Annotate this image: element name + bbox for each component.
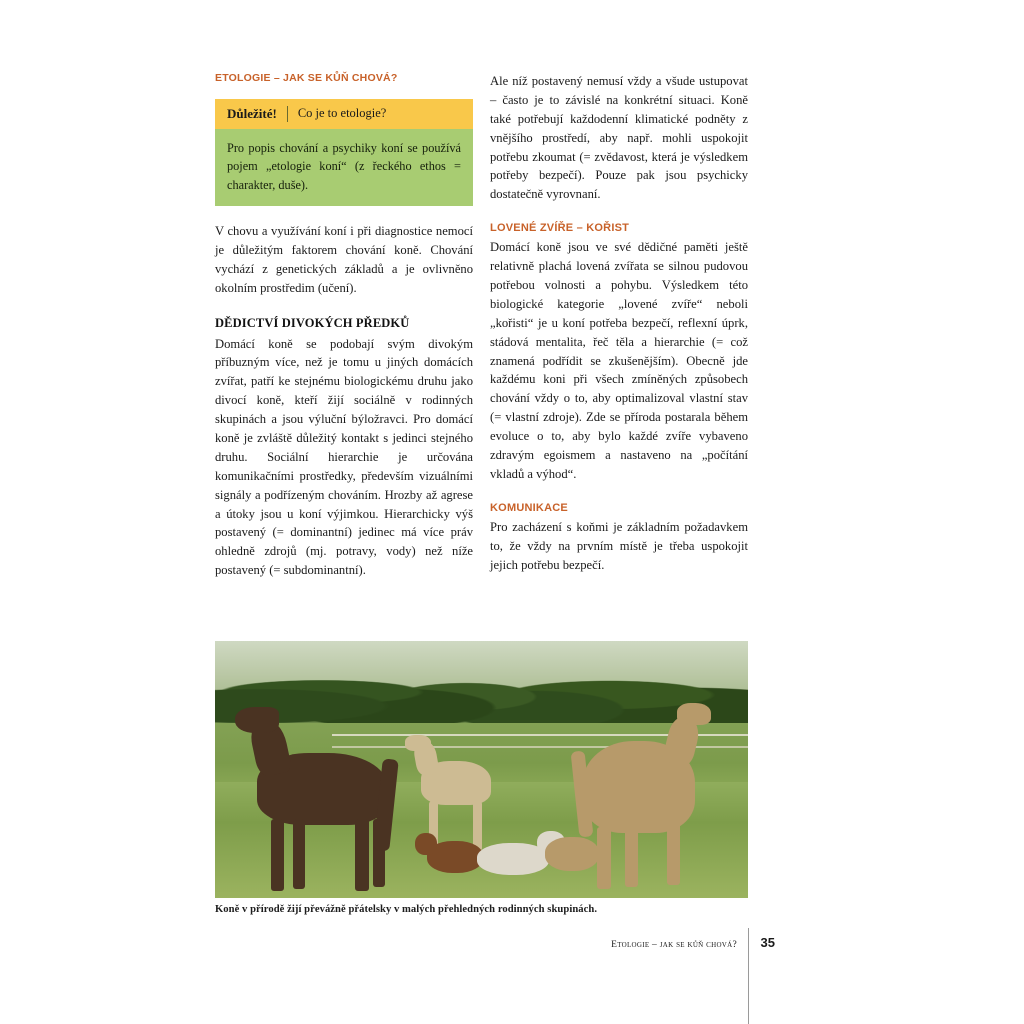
- left-column: [215, 72, 473, 591]
- right-paragraph-3: Pro zacházení s koňmi je základním požadavkem to, že vždy na prvním místě je třeba uspokojit jejich potřebu bezpečí.: [490, 519, 748, 572]
- left-paragraph-2: Domácí koně se podobají svým divokým příbuzným více, než je tomu u jiných domácích zvířat, patří ke stejnému biologickému druhu jako divocí koně, kteří žijí sociálně v rodinných skupinách a jsou výluční býložravci. Pro domácí koně je zvláště důležitý kontakt s jedinci stejného druhu. Sociální hierarchie je určována komunikačními prostředky, především vizuálními signály a podřízeným chováním. Hrozby až agrese a útoky jsou u koní výjimkou. Hierarchicky výš postavený (= dominantní) jedinec má více práv ohledně zdrojů (mj. potravy, vody) než níže postavený (= subdominantní).: [215, 336, 473, 578]
- important-infobox: [215, 99, 473, 206]
- figure-caption: Koně v přírodě žijí převážně přátelsky v malých přehledných rodinných skupinách.: [215, 904, 598, 915]
- horses-photo: [215, 641, 748, 898]
- right-subheading-1: LOVENÉ ZVÍŘE – KOŘIST: [490, 222, 630, 235]
- right-paragraph-1: Ale níž postavený nemusí vždy a všude ustupovat – často je to závislé na konkrétní situaci. Koně také potřebují každodenní klimatické podněty z vnějšího prostředí, aby např. mohli uspokojit potřebu zkoumat (= zvědavost, která je výsledkem potřeby bezpečí). Pouze pak jsou psychicky dostatečně vyrovnaní.: [490, 74, 748, 202]
- page-footer: [215, 935, 775, 950]
- footer-divider-rule: [748, 928, 749, 1024]
- infobox-header: [215, 99, 473, 129]
- infobox-title: Co je to etologie?: [297, 106, 387, 121]
- running-head: Etologie – jak se kůň chová?: [611, 940, 737, 950]
- left-subheading-1: DĚDICTVÍ DIVOKÝCH PŘEDKŮ: [215, 315, 410, 330]
- figure-block: [215, 641, 748, 915]
- left-paragraph-1: V chovu a využívání koní i při diagnostice nemocí je důležitým faktorem chování koně. Chování vychází z genetických základů a je ovlivněno okolním prostředim (učení).: [215, 223, 473, 295]
- right-column: [490, 72, 748, 585]
- section-heading: ETOLOGIE – JAK SE KŮŇ CHOVÁ?: [215, 72, 398, 84]
- right-paragraph-2: Domácí koně jsou ve své dědičné paměti ještě relativně plachá lovená zvířata se silnou pudovou potřebou volnosti a pohybu. Výsledkem této biologické kategorie „lovené zvíře“ neboli „kořisti“ je u koní potřeba bezpečí, reflexní úprk, stádová mentalita, řeč těla a hierarchie (= což znamená podřídit se zkušenějším). Obecně jde každému koni při všech zmíněných způsobech chování vždy o to, aby optimalizoval vlastní stav (= vlastní zdroje). Zde se příroda postarala během evoluce o to, aby bylo každé zvíře vybaveno zdravým egoismem a nastaveno na „počítání vkladů a výhod“.: [490, 240, 748, 481]
- infobox-label: Důležité!: [227, 106, 288, 122]
- photo-treeline: [215, 641, 748, 734]
- infobox-text: Pro popis chování a psychiky koní se používá pojem „etologie koní“ (z řeckého ethos = charakter, duše).: [227, 140, 461, 192]
- infobox-body: [215, 129, 473, 206]
- right-subheading-2: KOMUNIKACE: [490, 501, 568, 514]
- page-number: 35: [760, 935, 775, 950]
